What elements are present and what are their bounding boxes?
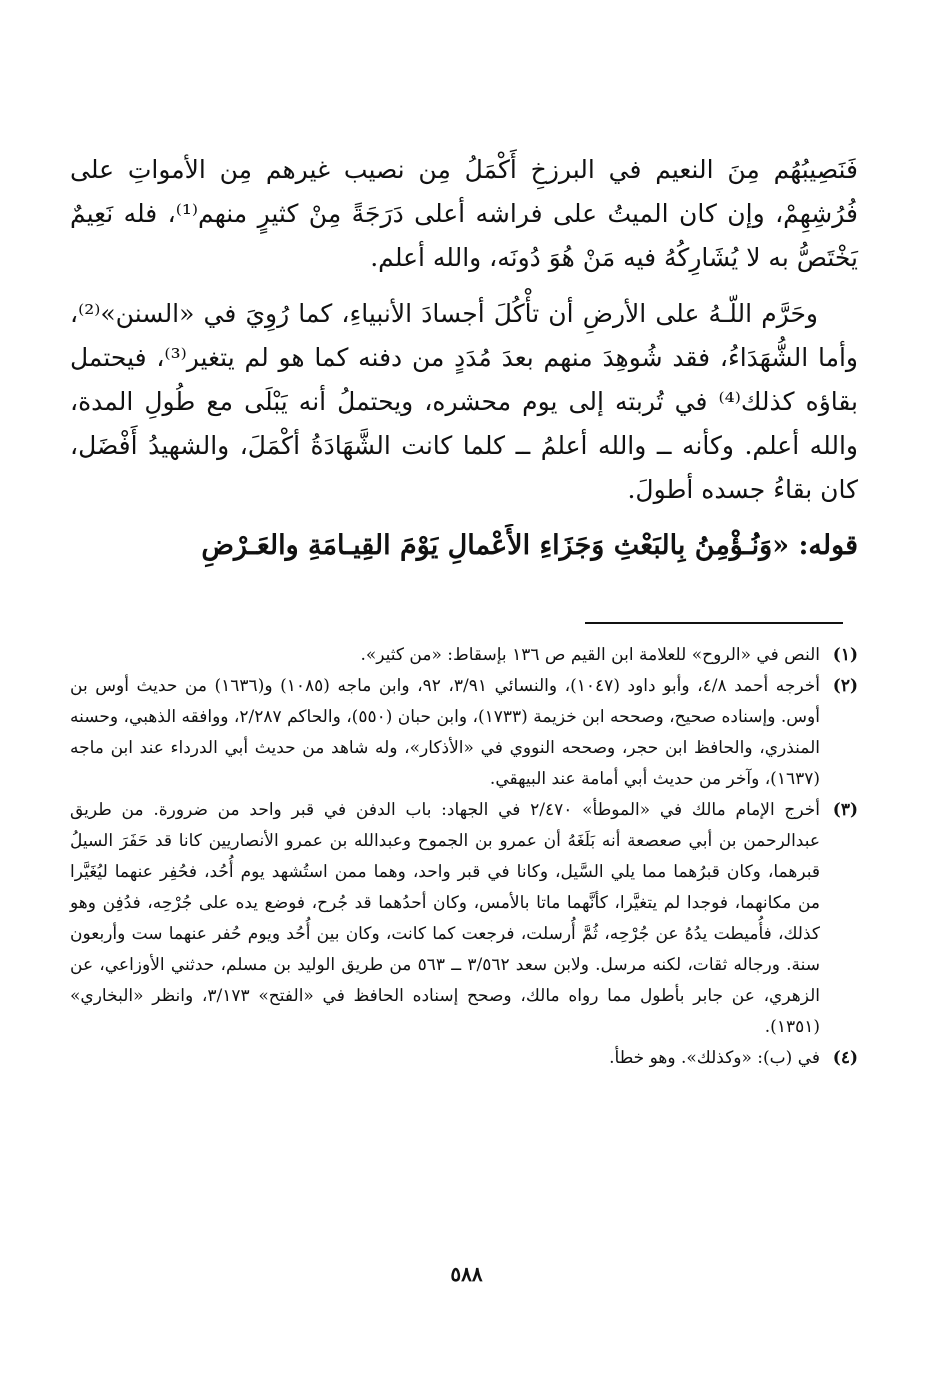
footnote-text: في (ب): «وكذلك». وهو خطأ. xyxy=(609,1048,820,1068)
paragraph-1: فَنَصِيبُهُم مِنَ النعيم في البرزخِ أَكْمَلُ مِن نصيب غيرهم مِن الأمواتِ على فُرُشِهِمْ، وإن كان الميتُ على فراشه أعلى دَرَجَةً مِنْ كثيرٍ منهم⁽¹⁾، فله نَعِيمٌ يَخْتَصُّ به لا يُشَارِكُهُ فيه مَنْ هُوَ دُونَه، والله أعلم. xyxy=(70,155,858,272)
quoted-text-heading: قوله: «وَنُـؤْمِنُ بِالبَعْثِ وَجَزَاءِ الأَعْمالِ يَوْمَ القِيـامَةِ والعَـرْضِ xyxy=(201,530,858,561)
footnote-2 xyxy=(70,671,858,795)
footnote-3 xyxy=(70,795,858,1043)
main-text xyxy=(70,148,858,568)
footnote-number: (٤) xyxy=(832,1048,858,1068)
footnote-1 xyxy=(70,640,858,671)
footnote-4 xyxy=(70,1043,858,1074)
paragraph-2: وحَرَّم اللّـهُ على الأرضِ أن تأْكُلَ أجسادَ الأنبياءِ، كما رُوِيَ في «السنن»⁽²⁾، وأما الشُّهَدَاءُ، فقد شُوهِدَ منهم بعدَ مُدَدٍ من دفنه كما هو لم يتغير⁽³⁾، فيحتمل بقاؤه كذلك⁽⁴⁾ في تُربته إلى يوم محشره، ويحتملُ أنه يَبْلَى مع طُولِ المدة، والله أعلم. وكأنه ــ والله أعلمُ ــ كلما كانت الشَّهَادَةُ أكْمَلَ، والشهيدُ أَفْضَل، كان بقاءُ جسده أطولَ. xyxy=(70,299,859,504)
footnote-number: (٣) xyxy=(832,800,858,820)
footnote-text: النص في «الروح» للعلامة ابن القيم ص ١٣٦ بإسقاط: «من كثير». xyxy=(360,645,820,665)
footnotes xyxy=(70,640,858,1074)
footnote-text: أخرج الإمام مالك في «الموطأ» ٢/٤٧٠ في الجهاد: باب الدفن في قبر واحد من ضرورة. من طريق عبدالرحمن بن أبي صعصعة أنه بَلَغَهُ أن عمرو بن الجموح وعبدالله بن عمرو الأنصاريين كانا قد حَفَرَ السيلُ قبرهما، وكان قبرُهما مما يلي السَّيل، وكانا في قبر واحد، وهما ممن استُشهد يوم أُحُد، فحُفِر عنهما ليُغَيَّرا من مكانهما، فوجدا لم يتغيَّرا، كأنَّهما ماتا بالأمس، وكان أحدُهما قد جُرح، فوضع يده على جُرْحِه، فدُفِن وهو كذلك، فأُميطت يدُهُ عن جُرْحِه، ثُمَّ أُرسلت، فرجعت كما كانت، وكان بين أُحُد ويوم حُفر عنهما ست وأربعون سنة. ورجاله ثقات، لكنه مرسل. ولابن سعد ٣/٥٦٢ ــ ٥٦٣ من طريق الوليد بن مسلم، حدثني الأوزاعي، عن الزهري، عن جابر بأطول مما رواه مالك، وصحح إسناده الحافظ في «الفتح» ٣/١٧٣، وانظر «البخاري» (١٣٥١). xyxy=(70,800,820,1037)
footnote-text: أخرجه أحمد ٤/٨، وأبو داود (١٠٤٧)، والنسائي ٣/٩١، ٩٢، وابن ماجه (١٠٨٥) و(١٦٣٦) من حديث أوس بن أوس. وإسناده صحيح، وصححه ابن خزيمة (١٧٣٣)، وابن حبان (٥٥٠)، والحاكم ٢/٢٨٧، ووافقه الذهبي، وحسنه المنذري، والحافظ ابن حجر، وصححه النووي في «الأذكار»، وله شاهد من حديث أبي الدرداء عند ابن ماجه (١٦٣٧)، وآخر من حديث أبي أمامة عند البيهقي. xyxy=(70,676,820,789)
page-number: ٥٨٨ xyxy=(450,1262,483,1286)
footnote-separator xyxy=(585,622,843,624)
footnote-number: (١) xyxy=(832,645,858,665)
footnote-number: (٢) xyxy=(832,676,858,696)
